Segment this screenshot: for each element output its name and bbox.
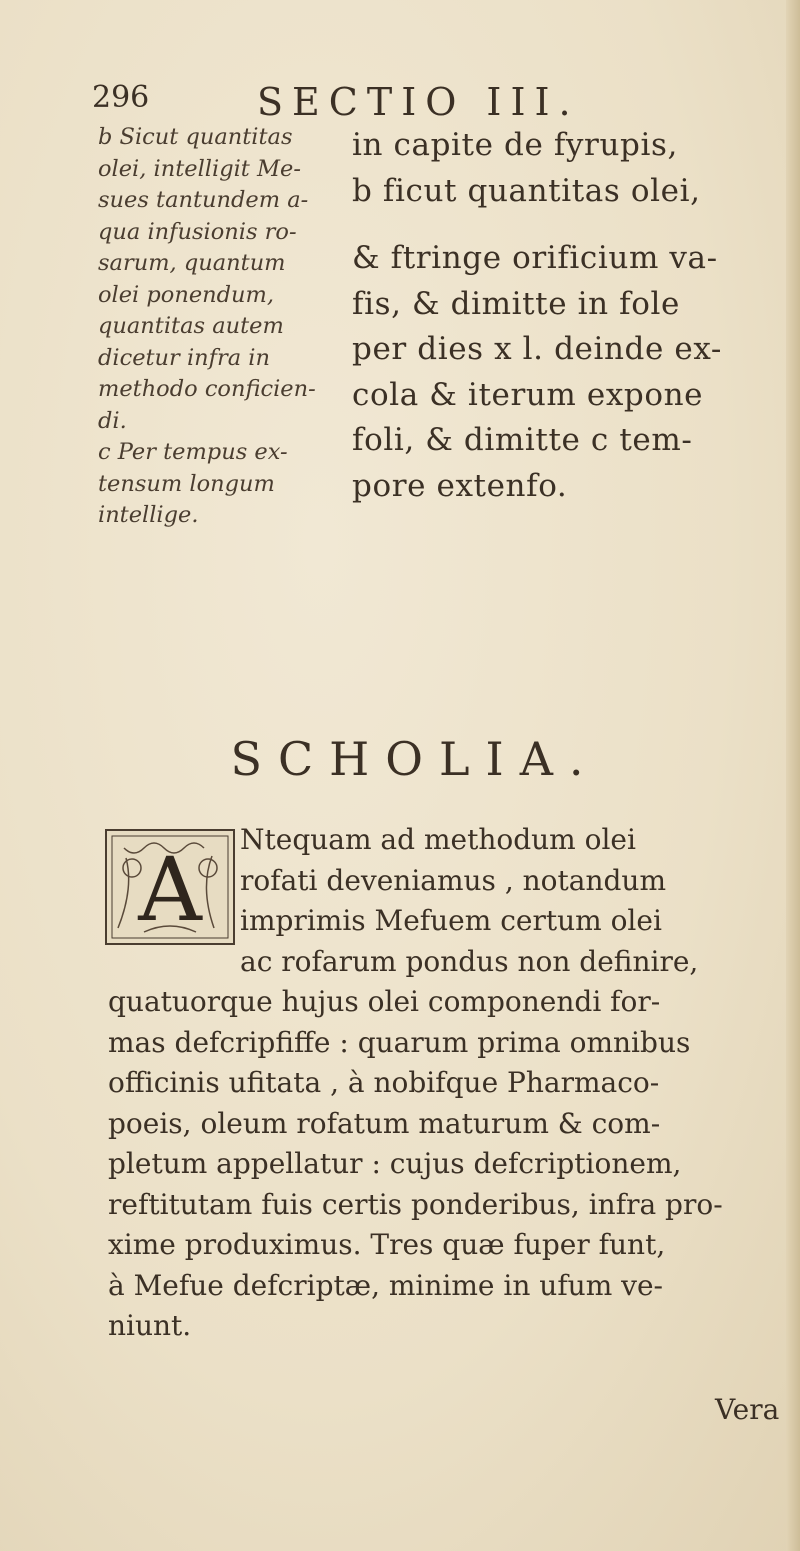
body-text bbox=[108, 820, 768, 1347]
margin-note-line: sues tantundem a- bbox=[98, 187, 309, 213]
body-line: rofati deveniamus , notandum bbox=[240, 863, 667, 897]
margin-note-line: intellige. bbox=[98, 502, 199, 528]
body-line: mas defcripfiffe : quarum prima omnibus bbox=[108, 1025, 691, 1059]
main-text-line: pore extenfo. bbox=[352, 467, 568, 504]
main-text-line: per dies x l. deinde ex- bbox=[352, 331, 722, 367]
margin-note-line: tensum longum bbox=[98, 470, 275, 497]
main-text-line: foli, & dimitte c tem- bbox=[352, 422, 693, 458]
margin-note-line: methodo conficien- bbox=[98, 376, 316, 402]
main-text-line: fis, & dimitte in fole bbox=[352, 285, 680, 322]
catchword: Vera bbox=[715, 1393, 780, 1426]
body-line: reftitutam fuis certis ponderibus, infra pro- bbox=[108, 1187, 723, 1221]
scholia-heading: SCHOLIA. bbox=[230, 732, 600, 786]
main-text-line: cola & iterum expone bbox=[352, 376, 704, 413]
main-text-line: & ftringe orificium va- bbox=[352, 240, 718, 276]
main-text-line: in capite de fyrupis, bbox=[352, 127, 678, 163]
body-line: pletum appellatur : cujus defcriptionem, bbox=[108, 1147, 682, 1180]
main-text-line: b ficut quantitas olei, bbox=[352, 172, 701, 209]
margin-note-line: c Per tempus ex- bbox=[98, 439, 288, 465]
body-line: quatuorque hujus olei componendi for- bbox=[108, 985, 661, 1018]
margin-note-line: sarum, quantum bbox=[98, 250, 286, 276]
margin-note-line: olei, intelligit Me- bbox=[98, 155, 301, 182]
margin-notes bbox=[98, 122, 338, 532]
body-line: ac rofarum pondus non definire, bbox=[240, 944, 699, 978]
body-line: officinis ufitata , à nobifque Pharmaco- bbox=[108, 1066, 660, 1099]
margin-note-line: quantitas autem bbox=[98, 313, 284, 339]
body-line: à Mefue defcriptæ, minime in ufum ve- bbox=[108, 1268, 664, 1302]
section-heading: SECTIO III. bbox=[257, 80, 580, 124]
margin-note-line: b Sicut quantitas bbox=[98, 124, 293, 150]
body-line: Ntequam ad methodum olei bbox=[240, 823, 636, 856]
margin-note-line: di. bbox=[98, 407, 127, 434]
body-line: poeis, oleum rofatum maturum & com- bbox=[108, 1106, 661, 1140]
margin-note-line: olei ponendum, bbox=[98, 281, 275, 308]
body-line: xime produximus. Tres quæ fuper funt, bbox=[108, 1228, 666, 1261]
page-number: 296 bbox=[92, 80, 150, 115]
body-line: niunt. bbox=[108, 1309, 192, 1342]
margin-note-line: qua infusionis ro- bbox=[98, 218, 297, 245]
margin-note-line: dicetur infra in bbox=[98, 344, 270, 371]
svg-text:A: A bbox=[138, 838, 202, 941]
body-line: imprimis Mefuem certum olei bbox=[240, 904, 662, 937]
main-text-column bbox=[352, 123, 772, 509]
